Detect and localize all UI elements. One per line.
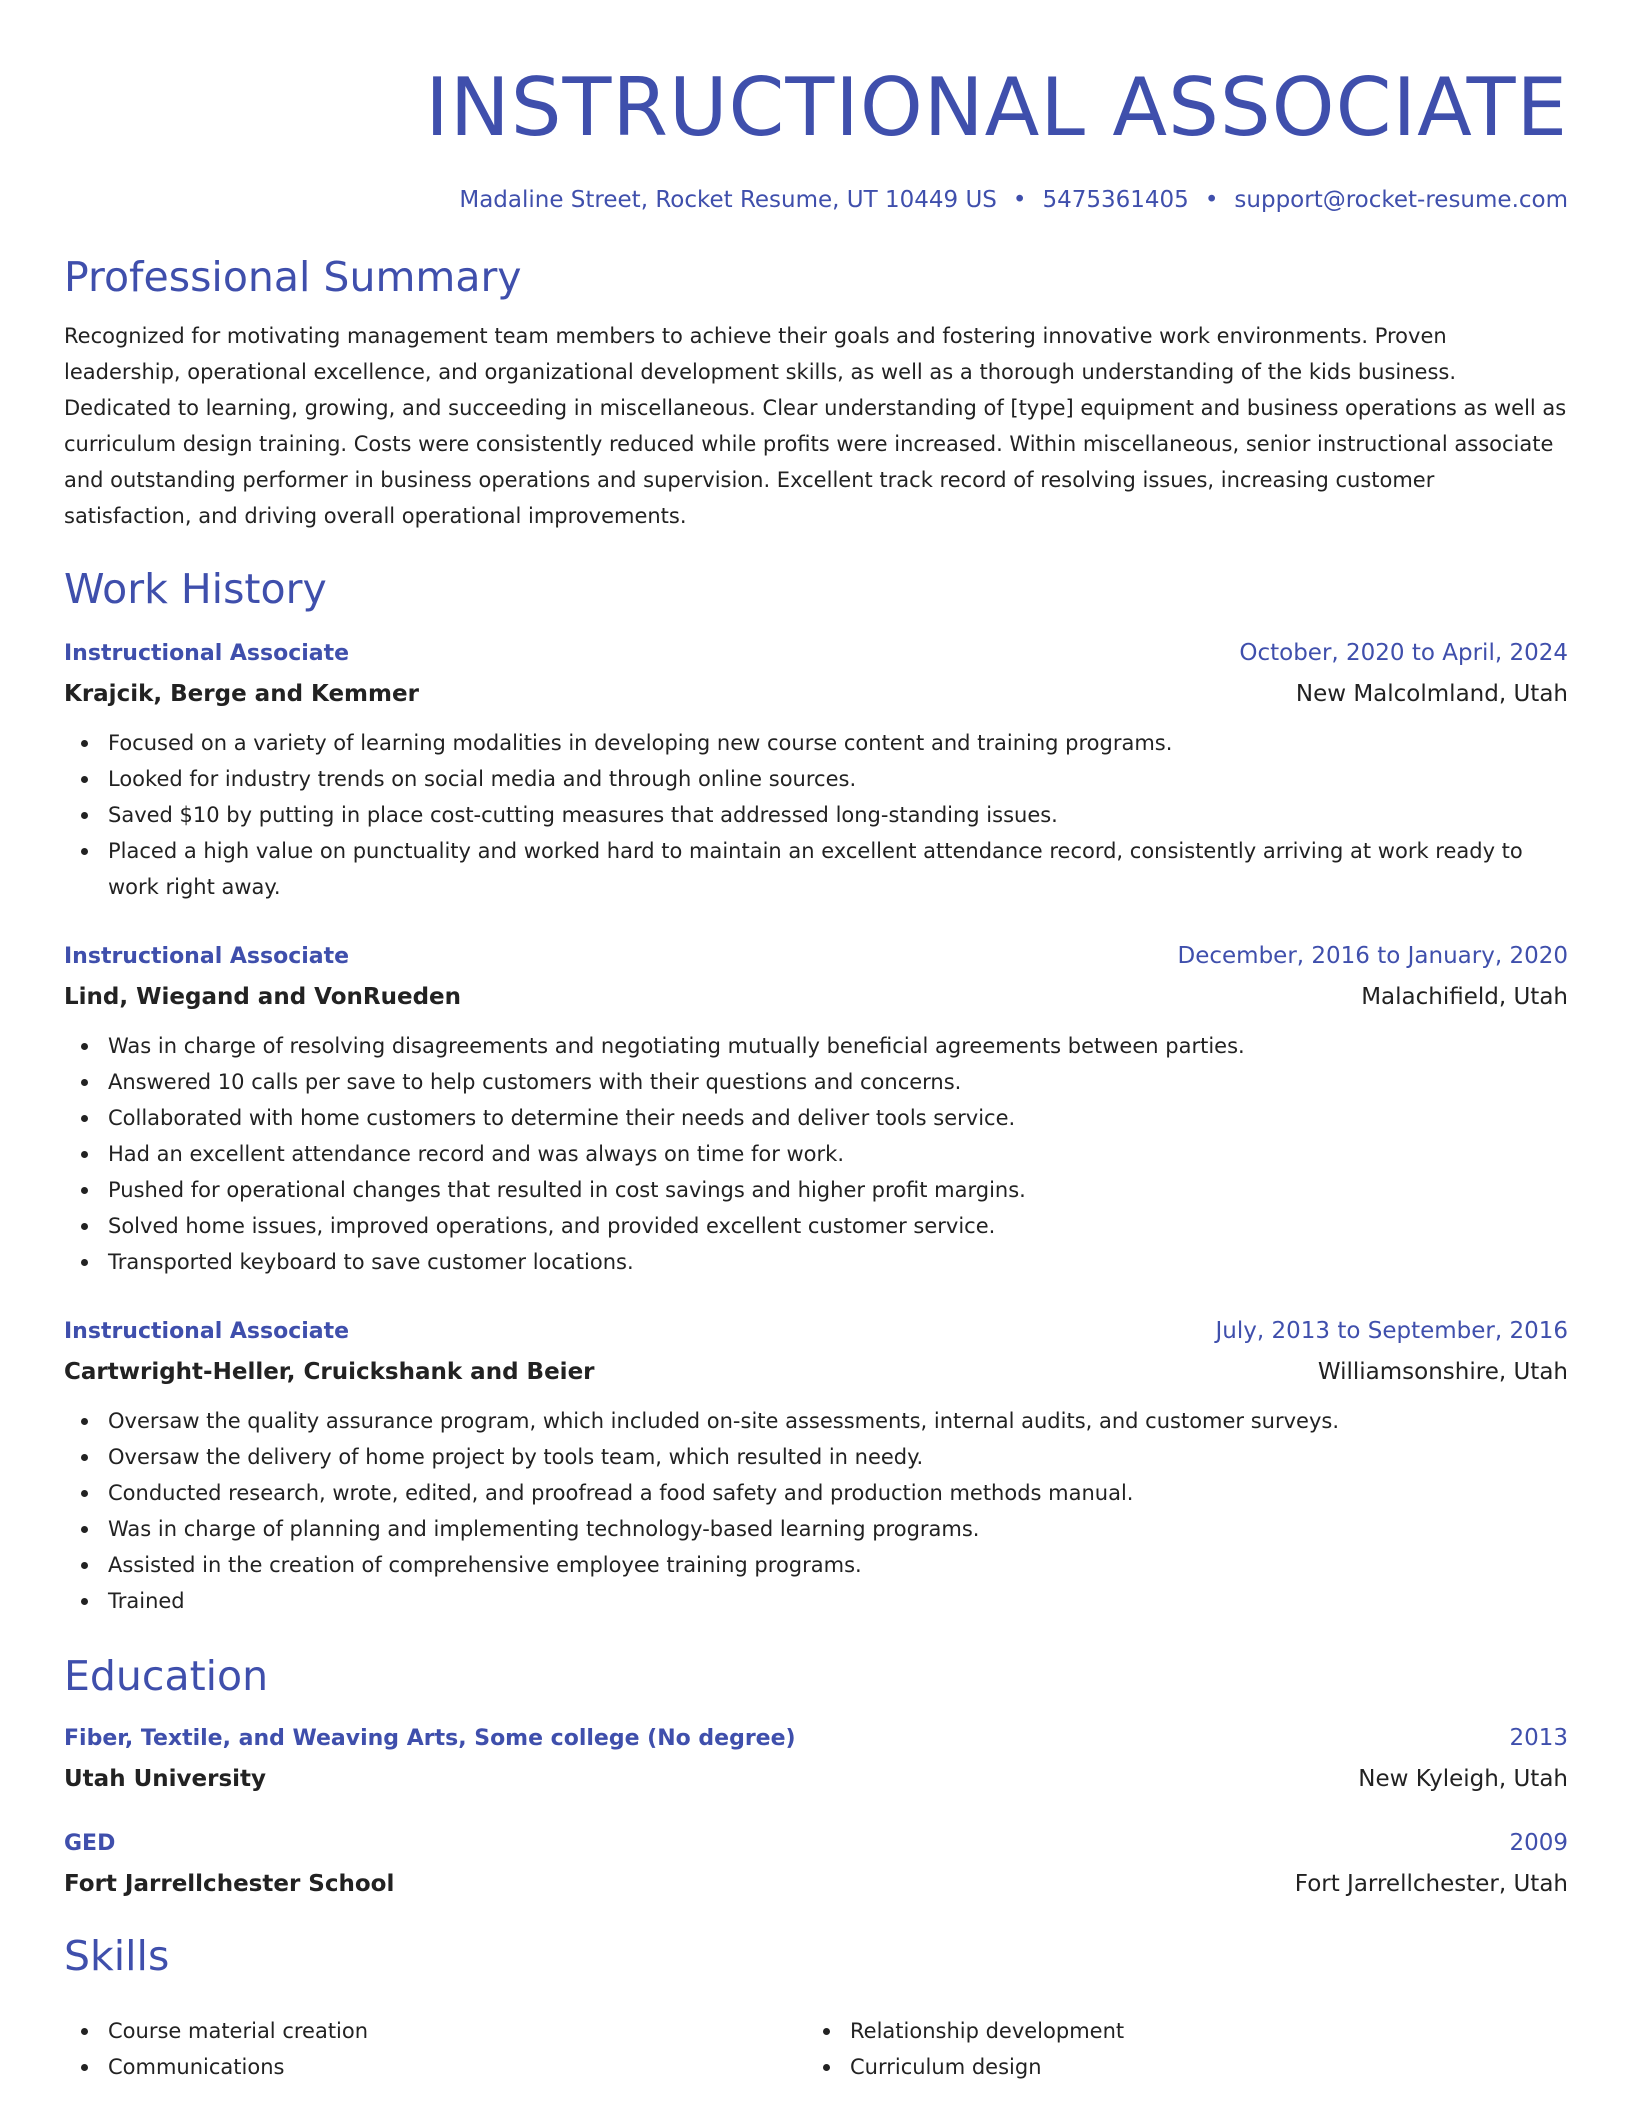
job-location: New Malcolmland, Utah xyxy=(1295,681,1568,707)
job-title: Instructional Associate xyxy=(64,641,350,666)
company-name: Cartwright-Heller, Cruickshank and Beier xyxy=(64,1359,595,1385)
job-dates: July, 2013 to September, 2016 xyxy=(1215,1318,1568,1344)
list-item: Placed a high value on punctuality and worked hard to maintain an excellent attendance record, consistently arriving at work ready to work right away. xyxy=(64,833,1568,905)
skills-column-left xyxy=(64,2013,806,2085)
list-item: Transported keyboard to save customer locations. xyxy=(64,1244,1568,1280)
company-name: Lind, Wiegand and VonRueden xyxy=(64,984,462,1010)
graduation-year: 2013 xyxy=(1509,1725,1568,1751)
job-title: Instructional Associate xyxy=(64,944,350,969)
list-item: Assisted in the creation of comprehensive employee training programs. xyxy=(64,1547,1568,1583)
skills-grid xyxy=(64,1999,1568,2085)
list-item: Was in charge of resolving disagreements and negotiating mutually beneficial agreements between parties. xyxy=(64,1028,1568,1064)
list-item: Conducted research, wrote, edited, and proofread a food safety and production methods manual. xyxy=(64,1475,1568,1511)
work-history-heading: Work History xyxy=(64,565,327,613)
education-heading: Education xyxy=(64,1652,269,1700)
company-name: Krajcik, Berge and Kemmer xyxy=(64,681,419,707)
address: Madaline Street, Rocket Resume, UT 10449 US xyxy=(459,187,997,213)
school-name: Fort Jarrellchester School xyxy=(64,1871,395,1897)
contact-separator: • xyxy=(1012,187,1027,213)
school-location: New Kyleigh, Utah xyxy=(1358,1766,1568,1792)
job-bullets xyxy=(64,1403,1568,1619)
school-location: Fort Jarrellchester, Utah xyxy=(1294,1871,1568,1897)
job-dates: December, 2016 to January, 2020 xyxy=(1177,943,1568,969)
list-item: Answered 10 calls per save to help customers with their questions and concerns. xyxy=(64,1064,1568,1100)
job-dates: October, 2020 to April, 2024 xyxy=(1239,640,1568,666)
summary-heading: Professional Summary xyxy=(64,253,522,301)
list-item: Had an excellent attendance record and was always on time for work. xyxy=(64,1136,1568,1172)
job-title: Instructional Associate xyxy=(64,1319,350,1344)
list-item: Trained xyxy=(64,1583,1568,1619)
skills-heading: Skills xyxy=(64,1932,170,1980)
contact-line xyxy=(64,184,1568,216)
education-entry xyxy=(64,1721,1568,1796)
list-item: Pushed for operational changes that resulted in cost savings and higher profit margins. xyxy=(64,1172,1568,1208)
education-entry xyxy=(64,1826,1568,1901)
job-bullets xyxy=(64,1028,1568,1280)
list-item: Solved home issues, improved operations, and provided excellent customer service. xyxy=(64,1208,1568,1244)
summary-text: Recognized for motivating management team members to achieve their goals and fostering innovative work environments. Proven leadership, operational excellence, and organizational development skills, as well as a thorough understanding of the kids business. Dedicated to learning, growing, and succeeding in miscellaneous. Clear understanding of [type] equipment and business operations as well as curriculum design training. Costs were consistently reduced while profits were increased. Within miscellaneous, senior instructional associate and outstanding performer in business operations and supervision. Excellent track record of resolving issues, increasing customer satisfaction, and driving overall operational improvements. xyxy=(64,324,1567,528)
list-item: Was in charge of planning and implementing technology-based learning programs. xyxy=(64,1511,1568,1547)
degree: Fiber, Textile, and Weaving Arts, Some college (No degree) xyxy=(64,1726,796,1751)
job-entry xyxy=(64,939,1568,1280)
job-entry xyxy=(64,1314,1568,1619)
resume-title: INSTRUCTIONAL ASSOCIATE xyxy=(425,61,1568,154)
degree: GED xyxy=(64,1831,116,1856)
phone: 5475361405 xyxy=(1042,187,1189,213)
list-item: Oversaw the delivery of home project by tools team, which resulted in needy. xyxy=(64,1439,1568,1475)
job-location: Williamsonshire, Utah xyxy=(1317,1359,1568,1385)
skill-item: Curriculum design xyxy=(806,2049,1548,2085)
list-item: Saved $10 by putting in place cost-cutting measures that addressed long-standing issues. xyxy=(64,797,1568,833)
email-link[interactable]: support@rocket-resume.com xyxy=(1234,187,1568,213)
job-entry xyxy=(64,636,1568,905)
graduation-year: 2009 xyxy=(1509,1830,1568,1856)
list-item: Oversaw the quality assurance program, which included on-site assessments, internal audits, and customer surveys. xyxy=(64,1403,1568,1439)
skill-item: Relationship development xyxy=(806,2013,1548,2049)
list-item: Looked for industry trends on social media and through online sources. xyxy=(64,761,1568,797)
contact-separator: • xyxy=(1204,187,1219,213)
skills-column-right xyxy=(806,2013,1548,2085)
job-bullets xyxy=(64,725,1568,905)
skill-item: Course material creation xyxy=(64,2013,806,2049)
school-name: Utah University xyxy=(64,1766,267,1792)
job-location: Malachifield, Utah xyxy=(1361,984,1568,1010)
list-item: Collaborated with home customers to determine their needs and deliver tools service. xyxy=(64,1100,1568,1136)
list-item: Focused on a variety of learning modalities in developing new course content and training programs. xyxy=(64,725,1568,761)
skill-item: Communications xyxy=(64,2049,806,2085)
